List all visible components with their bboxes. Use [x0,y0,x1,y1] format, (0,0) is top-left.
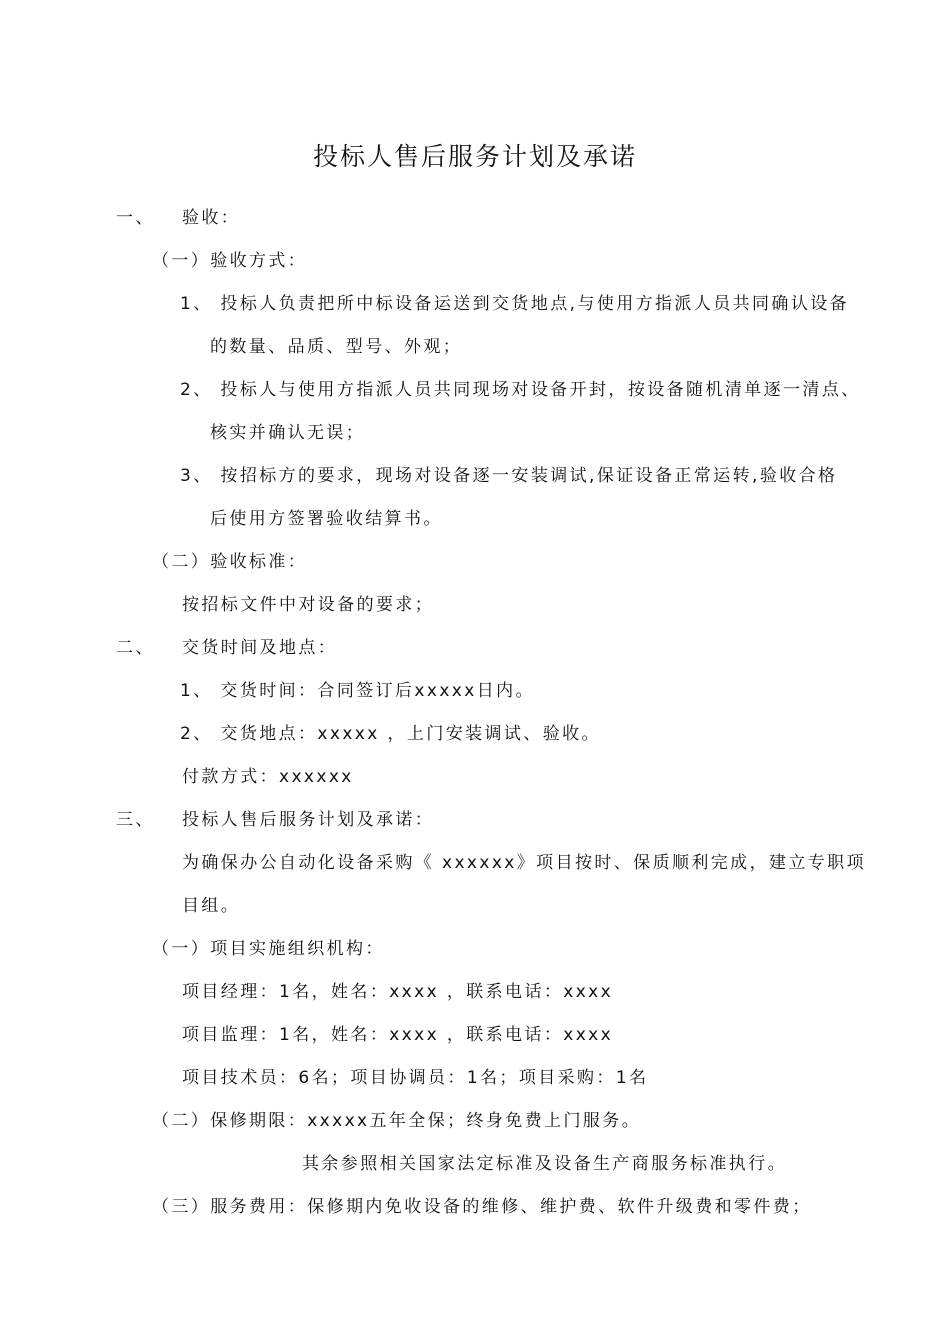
section-2-number: 二、 [116,638,155,658]
subsection-organization: （一）项目实施组织机构： [152,939,385,959]
list-item-1-line-1: 1、 投标人负责把所中标设备运送到交货地点,与使用方指派人员共同确认设备 [180,294,850,314]
project-staff-line: 项目技术员：6名；项目协调员：1名；项目采购：1名 [182,1068,649,1088]
section-3-heading: 投标人售后服务计划及承诺： [182,810,435,830]
list-item-3-line-1: 3、 按招标方的要求，现场对设备逐一安装调试,保证设备正常运转,验收合格 [180,466,838,486]
document-title: 投标人售后服务计划及承诺 [312,142,637,171]
delivery-time-item: 1、 交货时间：合同签订后xxxxx日内。 [180,681,535,701]
payment-method: 付款方式：xxxxxx [182,767,354,787]
section-1-number: 一、 [116,208,155,228]
list-item-2-line-2: 核实并确认无误； [210,423,366,443]
subsection-warranty: （二）保修期限：xxxxx五年全保；终身免费上门服务。 [152,1111,642,1131]
project-supervisor-line: 项目监理：1名，姓名：xxxx ，联系电话：xxxx [182,1025,614,1045]
warranty-note: 其余参照相关国家法定标准及设备生产商服务标准执行。 [302,1154,787,1174]
project-intro-line-2: 目组。 [182,896,241,916]
subsection-acceptance-method: （一）验收方式： [152,251,308,271]
section-2-heading: 交货时间及地点： [182,638,338,658]
list-item-1-line-2: 的数量、品质、型号、外观； [210,337,463,357]
project-intro-line-1: 为确保办公自动化设备采购《 xxxxxx》项目按时、保质顺利完成，建立专职项 [182,853,866,873]
subsection-service-fees: （三）服务费用：保修期内免收设备的维修、维护费、软件升级费和零件费； [152,1197,812,1217]
section-3-number: 三、 [116,810,155,830]
delivery-place-item: 2、 交货地点：xxxxx ，上门安装调试、验收。 [180,724,601,744]
acceptance-standard-text: 按招标文件中对设备的要求； [182,595,435,615]
project-manager-line: 项目经理：1名，姓名：xxxx ，联系电话：xxxx [182,982,614,1002]
list-item-2-line-1: 2、 投标人与使用方指派人员共同现场对设备开封，按设备随机清单逐一清点、 [180,380,861,400]
list-item-3-line-2: 后使用方签署验收结算书。 [210,509,443,529]
section-1-heading: 验收： [182,208,241,228]
subsection-acceptance-standard: （二）验收标准： [152,552,308,572]
